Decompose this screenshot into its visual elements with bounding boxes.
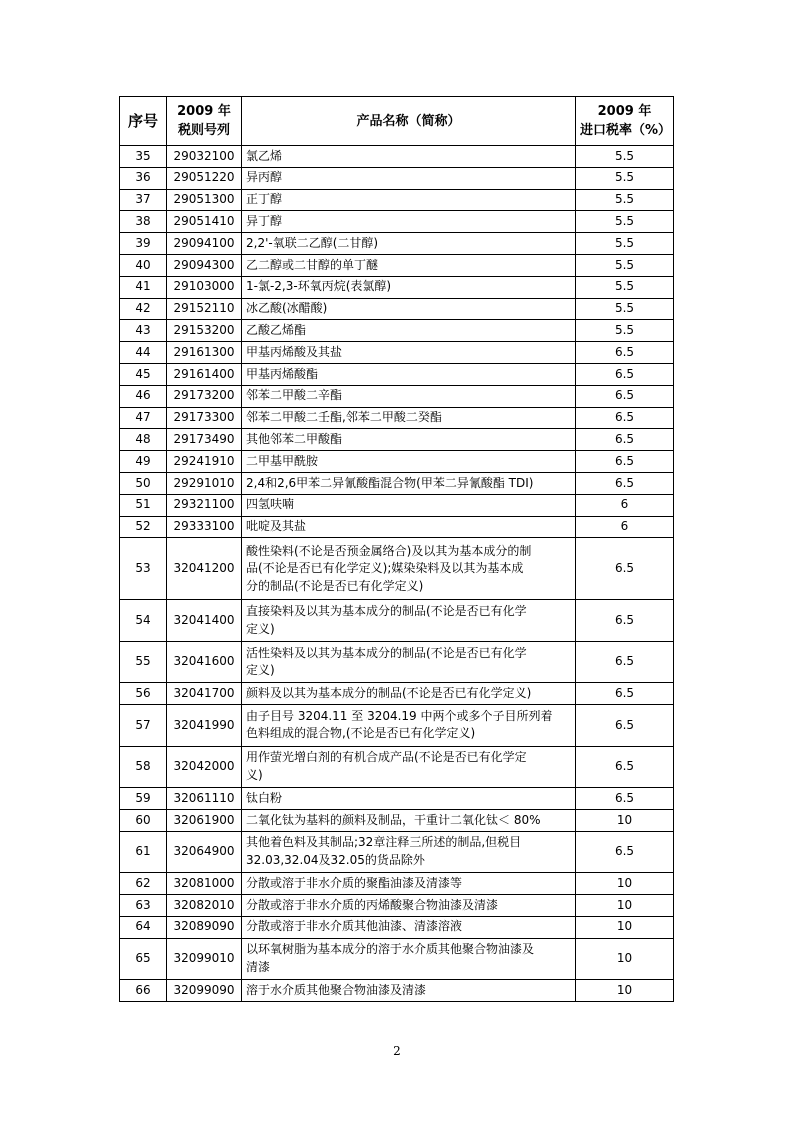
- row-seq: 46: [120, 385, 167, 407]
- table-row: [120, 298, 674, 320]
- row-product-name: [242, 451, 576, 473]
- product-name-line: 由子目号 3204.11 至 3204.19 中两个或多个子目所列着: [246, 708, 553, 723]
- row-tariff-code: 29153200: [167, 320, 242, 342]
- row-seq: 66: [120, 980, 167, 1002]
- product-name-line: 其他着色料及其制品;32章注释三所述的制品,但税目: [246, 835, 522, 850]
- product-name-line: 义): [246, 767, 263, 782]
- row-tariff-code: 29051220: [167, 167, 242, 189]
- row-import-rate: 6: [576, 494, 674, 516]
- row-product-name: [242, 472, 576, 494]
- row-import-rate: 5.5: [576, 211, 674, 233]
- row-seq: 57: [120, 705, 167, 747]
- row-seq: 55: [120, 641, 167, 683]
- table-row: [120, 211, 674, 233]
- row-tariff-code: 32081000: [167, 873, 242, 895]
- row-import-rate: 6.5: [576, 538, 674, 600]
- row-product-name: [242, 407, 576, 429]
- table-row: [120, 641, 674, 683]
- product-name-line: 冰乙酸(冰醋酸): [246, 301, 328, 316]
- row-import-rate: 6.5: [576, 472, 674, 494]
- row-tariff-code: 32042000: [167, 746, 242, 788]
- row-product-name: [242, 641, 576, 683]
- row-tariff-code: 29161400: [167, 363, 242, 385]
- table-row: [120, 494, 674, 516]
- product-name-line: 钛白粉: [246, 790, 283, 805]
- row-seq: 47: [120, 407, 167, 429]
- row-product-name: [242, 363, 576, 385]
- row-product-name: [242, 342, 576, 364]
- product-name-line: 正丁醇: [246, 192, 283, 207]
- row-tariff-code: 29321100: [167, 494, 242, 516]
- row-seq: 51: [120, 494, 167, 516]
- table-row: [120, 189, 674, 211]
- row-import-rate: 6.5: [576, 385, 674, 407]
- header-code-line1: 2009 年: [177, 104, 231, 119]
- row-tariff-code: 29291010: [167, 472, 242, 494]
- table-row: [120, 233, 674, 255]
- product-name-line: 1-氯-2,3-环氧丙烷(表氯醇): [246, 279, 392, 294]
- row-tariff-code: 29051410: [167, 211, 242, 233]
- row-tariff-code: 29161300: [167, 342, 242, 364]
- product-name-line: 定义): [246, 621, 275, 636]
- row-seq: 35: [120, 146, 167, 168]
- row-seq: 38: [120, 211, 167, 233]
- product-name-line: 以环氧树脂为基本成分的溶于水介质其他聚合物油漆及: [246, 942, 535, 957]
- header-code: [167, 97, 242, 146]
- row-product-name: [242, 298, 576, 320]
- header-seq: 序号: [120, 97, 167, 146]
- product-name-line: 邻苯二甲酸二壬酯,邻苯二甲酸二癸酯: [246, 410, 442, 425]
- product-name-line: 乙酸乙烯酯: [246, 323, 307, 338]
- row-seq: 61: [120, 831, 167, 873]
- header-code-line2: 税则号列: [177, 123, 230, 138]
- row-tariff-code: 32041200: [167, 538, 242, 600]
- row-import-rate: 6.5: [576, 788, 674, 810]
- product-name-line: 定义): [246, 663, 275, 678]
- row-seq: 58: [120, 746, 167, 788]
- row-seq: 45: [120, 363, 167, 385]
- row-seq: 49: [120, 451, 167, 473]
- product-name-line: 分散或溶于非水介质其他油漆、清漆溶液: [246, 919, 463, 934]
- row-product-name: [242, 429, 576, 451]
- row-product-name: [242, 788, 576, 810]
- row-import-rate: 5.5: [576, 276, 674, 298]
- row-import-rate: 5.5: [576, 254, 674, 276]
- row-seq: 43: [120, 320, 167, 342]
- row-import-rate: 5.5: [576, 298, 674, 320]
- row-seq: 56: [120, 683, 167, 705]
- row-import-rate: 6.5: [576, 600, 674, 642]
- table-row: [120, 407, 674, 429]
- row-tariff-code: 32041400: [167, 600, 242, 642]
- row-import-rate: 6.5: [576, 746, 674, 788]
- row-tariff-code: 32041700: [167, 683, 242, 705]
- row-tariff-code: 32099010: [167, 938, 242, 980]
- row-import-rate: 5.5: [576, 167, 674, 189]
- row-product-name: [242, 494, 576, 516]
- row-tariff-code: 32061110: [167, 788, 242, 810]
- row-import-rate: 10: [576, 895, 674, 917]
- table-row: [120, 276, 674, 298]
- row-import-rate: 6.5: [576, 342, 674, 364]
- product-name-line: 品(不论是否已有化学定义);媒染染料及以其为基本成: [246, 561, 524, 576]
- row-tariff-code: 32064900: [167, 831, 242, 873]
- product-name-line: 其他邻苯二甲酸酯: [246, 432, 343, 446]
- row-seq: 36: [120, 167, 167, 189]
- product-name-line: 酸性染料(不论是否预金属络合)及以其为基本成分的制: [246, 543, 532, 558]
- product-name-line: 吡啶及其盐: [246, 519, 307, 534]
- row-seq: 48: [120, 429, 167, 451]
- row-product-name: [242, 600, 576, 642]
- row-product-name: [242, 211, 576, 233]
- product-name-line: 四氢呋喃: [246, 497, 295, 512]
- row-tariff-code: 32061900: [167, 809, 242, 831]
- table-row: [120, 746, 674, 788]
- product-name-line: 用作萤光增白剂的有机合成产品(不论是否已有化学定: [246, 750, 527, 765]
- row-seq: 62: [120, 873, 167, 895]
- table-row: [120, 938, 674, 980]
- product-name-line: 活性染料及以其为基本成分的制品(不论是否已有化学: [246, 645, 527, 660]
- product-name-line: 色料组成的混合物,(不论是否已有化学定义): [246, 726, 476, 741]
- row-import-rate: 6.5: [576, 683, 674, 705]
- row-product-name: [242, 146, 576, 168]
- row-seq: 44: [120, 342, 167, 364]
- row-seq: 40: [120, 254, 167, 276]
- row-product-name: [242, 873, 576, 895]
- product-name-line: 二甲基甲酰胺: [246, 453, 319, 468]
- row-product-name: [242, 831, 576, 873]
- row-tariff-code: 32099090: [167, 980, 242, 1002]
- row-tariff-code: 29032100: [167, 146, 242, 168]
- page-number: 2: [393, 1044, 401, 1058]
- row-import-rate: 5.5: [576, 233, 674, 255]
- table-row: [120, 895, 674, 917]
- table-row: [120, 600, 674, 642]
- row-seq: 39: [120, 233, 167, 255]
- row-tariff-code: 32089090: [167, 916, 242, 938]
- row-product-name: [242, 516, 576, 538]
- table-row: [120, 516, 674, 538]
- product-name-line: 乙二醇或二甘醇的单丁醚: [246, 257, 379, 272]
- row-seq: 50: [120, 472, 167, 494]
- row-import-rate: 10: [576, 938, 674, 980]
- row-seq: 41: [120, 276, 167, 298]
- table-row: [120, 363, 674, 385]
- product-name-line: 甲基丙烯酸及其盐: [246, 344, 343, 359]
- product-name-line: 氯乙烯: [246, 148, 283, 163]
- row-product-name: [242, 385, 576, 407]
- row-product-name: [242, 916, 576, 938]
- row-seq: 52: [120, 516, 167, 538]
- row-product-name: [242, 980, 576, 1002]
- row-import-rate: 6.5: [576, 407, 674, 429]
- table-row: [120, 385, 674, 407]
- product-name-line: 分散或溶于非水介质的丙烯酸聚合物油漆及清漆: [246, 897, 499, 912]
- product-name-line: 异丙醇: [246, 170, 283, 185]
- row-tariff-code: 32082010: [167, 895, 242, 917]
- product-name-line: 溶于水介质其他聚合物油漆及清漆: [246, 982, 427, 997]
- product-name-line: 清漆: [246, 959, 271, 974]
- table-row: [120, 873, 674, 895]
- product-name-line: 2,2'-氧联二乙醇(二甘醇): [246, 235, 379, 250]
- row-import-rate: 10: [576, 916, 674, 938]
- row-seq: 53: [120, 538, 167, 600]
- header-row: [120, 97, 674, 146]
- product-name-line: 32.03,32.04及32.05的货品除外: [246, 852, 425, 867]
- row-product-name: [242, 167, 576, 189]
- table-row: [120, 705, 674, 747]
- row-import-rate: 6.5: [576, 451, 674, 473]
- product-name-line: 分的制品(不论是否已有化学定义): [246, 578, 424, 593]
- row-product-name: [242, 320, 576, 342]
- table-row: [120, 980, 674, 1002]
- row-import-rate: 6: [576, 516, 674, 538]
- row-seq: 65: [120, 938, 167, 980]
- table-row: [120, 809, 674, 831]
- table-row: [120, 788, 674, 810]
- row-tariff-code: 32041990: [167, 705, 242, 747]
- row-seq: 54: [120, 600, 167, 642]
- row-tariff-code: 29173300: [167, 407, 242, 429]
- row-import-rate: 10: [576, 809, 674, 831]
- product-name-line: 二氧化钛为基料的颜料及制品，干重计二氧化钛＜ 80%: [246, 812, 541, 827]
- table-row: [120, 451, 674, 473]
- row-seq: 63: [120, 895, 167, 917]
- row-import-rate: 5.5: [576, 146, 674, 168]
- row-seq: 59: [120, 788, 167, 810]
- row-seq: 60: [120, 809, 167, 831]
- row-tariff-code: 29094100: [167, 233, 242, 255]
- row-import-rate: 6.5: [576, 641, 674, 683]
- product-name-line: 分散或溶于非水介质的聚酯油漆及清漆等: [246, 875, 463, 890]
- product-name-line: 颜料及以其为基本成分的制品(不论是否已有化学定义): [246, 685, 532, 700]
- header-rate-line1: 2009 年: [597, 104, 652, 119]
- product-name-line: 甲基丙烯酸酯: [246, 366, 319, 381]
- product-name-line: 邻苯二甲酸二辛酯: [246, 388, 343, 403]
- row-import-rate: 6.5: [576, 429, 674, 451]
- row-import-rate: 6.5: [576, 705, 674, 747]
- table-row: [120, 146, 674, 168]
- row-tariff-code: 29051300: [167, 189, 242, 211]
- row-product-name: [242, 538, 576, 600]
- row-tariff-code: 29103000: [167, 276, 242, 298]
- table-row: [120, 342, 674, 364]
- table-row: [120, 683, 674, 705]
- row-import-rate: 6.5: [576, 831, 674, 873]
- table-row: [120, 916, 674, 938]
- table-row: [120, 320, 674, 342]
- header-name: 产品名称（简称）: [242, 97, 576, 146]
- table-row: [120, 167, 674, 189]
- row-seq: 64: [120, 916, 167, 938]
- row-tariff-code: 29152110: [167, 298, 242, 320]
- tariff-table: [119, 96, 674, 1002]
- row-tariff-code: 29173490: [167, 429, 242, 451]
- table-row: [120, 472, 674, 494]
- row-product-name: [242, 746, 576, 788]
- row-product-name: [242, 809, 576, 831]
- table-row: [120, 538, 674, 600]
- row-tariff-code: 29094300: [167, 254, 242, 276]
- row-tariff-code: 29241910: [167, 451, 242, 473]
- header-rate-line2: 进口税率（%）: [580, 123, 672, 138]
- row-tariff-code: 29333100: [167, 516, 242, 538]
- row-product-name: [242, 189, 576, 211]
- table-row: [120, 254, 674, 276]
- row-product-name: [242, 683, 576, 705]
- row-import-rate: 10: [576, 980, 674, 1002]
- row-product-name: [242, 254, 576, 276]
- row-product-name: [242, 895, 576, 917]
- table-row: [120, 831, 674, 873]
- row-seq: 37: [120, 189, 167, 211]
- product-name-line: 2,4和2,6甲苯二异氰酸酯混合物(甲苯二异氰酸酯 TDI): [246, 475, 534, 490]
- row-import-rate: 5.5: [576, 189, 674, 211]
- table-row: [120, 429, 674, 451]
- row-product-name: [242, 276, 576, 298]
- product-name-line: 异丁醇: [246, 214, 283, 229]
- table-body: [120, 146, 674, 1002]
- row-tariff-code: 29173200: [167, 385, 242, 407]
- row-import-rate: 6.5: [576, 363, 674, 385]
- row-product-name: [242, 938, 576, 980]
- row-product-name: [242, 705, 576, 747]
- row-product-name: [242, 233, 576, 255]
- product-name-line: 直接染料及以其为基本成分的制品(不论是否已有化学: [246, 604, 527, 619]
- row-import-rate: 10: [576, 873, 674, 895]
- table-header: [120, 97, 674, 146]
- header-rate: [576, 97, 674, 146]
- row-tariff-code: 32041600: [167, 641, 242, 683]
- row-import-rate: 5.5: [576, 320, 674, 342]
- row-seq: 42: [120, 298, 167, 320]
